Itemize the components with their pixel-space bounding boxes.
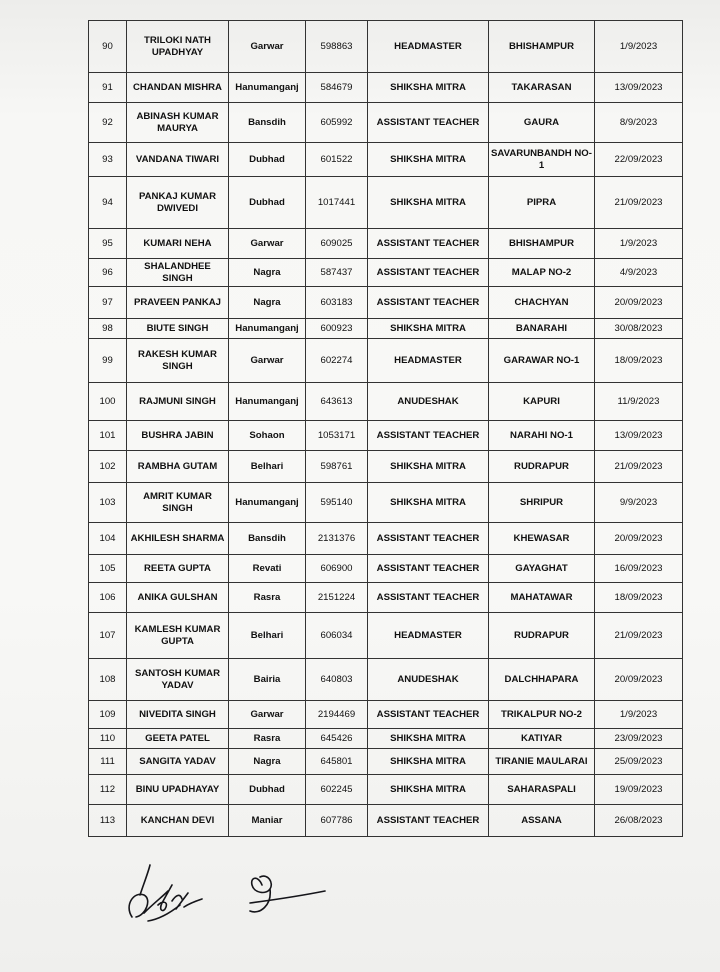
post-cell: SHIKSHA MITRA xyxy=(368,483,489,523)
school-cell: CHACHYAN xyxy=(489,287,595,319)
post-cell: HEADMASTER xyxy=(368,613,489,659)
post-cell: ASSISTANT TEACHER xyxy=(368,421,489,451)
teacher-name-cell: PANKAJ KUMAR DWIVEDI xyxy=(127,177,229,229)
block-cell: Hanumanganj xyxy=(229,383,306,421)
block-cell: Hanumanganj xyxy=(229,73,306,103)
teacher-name-cell: CHANDAN MISHRA xyxy=(127,73,229,103)
block-cell: Rasra xyxy=(229,583,306,613)
post-cell: ASSISTANT TEACHER xyxy=(368,287,489,319)
block-cell: Sohaon xyxy=(229,421,306,451)
serial-number-cell: 106 xyxy=(89,583,127,613)
employee-id-cell: 606034 xyxy=(306,613,368,659)
post-cell: ASSISTANT TEACHER xyxy=(368,805,489,837)
employee-id-cell: 598761 xyxy=(306,451,368,483)
date-cell: 9/9/2023 xyxy=(595,483,683,523)
table-row xyxy=(89,701,683,729)
date-cell: 20/09/2023 xyxy=(595,523,683,555)
table-row xyxy=(89,259,683,287)
school-cell: KHEWASAR xyxy=(489,523,595,555)
serial-number-cell: 94 xyxy=(89,177,127,229)
teacher-name-cell: GEETA PATEL xyxy=(127,729,229,749)
date-cell: 11/9/2023 xyxy=(595,383,683,421)
date-cell: 8/9/2023 xyxy=(595,103,683,143)
table-row xyxy=(89,483,683,523)
post-cell: SHIKSHA MITRA xyxy=(368,177,489,229)
school-cell: BHISHAMPUR xyxy=(489,229,595,259)
school-cell: DALCHHAPARA xyxy=(489,659,595,701)
post-cell: SHIKSHA MITRA xyxy=(368,749,489,775)
date-cell: 30/08/2023 xyxy=(595,319,683,339)
employee-id-cell: 602245 xyxy=(306,775,368,805)
date-cell: 26/08/2023 xyxy=(595,805,683,837)
block-cell: Bansdih xyxy=(229,523,306,555)
teacher-name-cell: REETA GUPTA xyxy=(127,555,229,583)
block-cell: Garwar xyxy=(229,229,306,259)
school-cell: GAURA xyxy=(489,103,595,143)
serial-number-cell: 93 xyxy=(89,143,127,177)
table-row xyxy=(89,21,683,73)
teacher-name-cell: PRAVEEN PANKAJ xyxy=(127,287,229,319)
school-cell: ASSANA xyxy=(489,805,595,837)
teacher-name-cell: KUMARI NEHA xyxy=(127,229,229,259)
school-cell: BANARAHI xyxy=(489,319,595,339)
employee-id-cell: 598863 xyxy=(306,21,368,73)
table-row xyxy=(89,143,683,177)
serial-number-cell: 90 xyxy=(89,21,127,73)
serial-number-cell: 101 xyxy=(89,421,127,451)
school-cell: KAPURI xyxy=(489,383,595,421)
employee-id-cell: 587437 xyxy=(306,259,368,287)
block-cell: Garwar xyxy=(229,21,306,73)
employee-id-cell: 609025 xyxy=(306,229,368,259)
teacher-name-cell: BINU UPADHAYAY xyxy=(127,775,229,805)
table-row xyxy=(89,523,683,555)
employee-id-cell: 595140 xyxy=(306,483,368,523)
serial-number-cell: 97 xyxy=(89,287,127,319)
teacher-name-cell: NIVEDITA SINGH xyxy=(127,701,229,729)
date-cell: 21/09/2023 xyxy=(595,451,683,483)
table-row xyxy=(89,287,683,319)
block-cell: Dubhad xyxy=(229,177,306,229)
post-cell: ASSISTANT TEACHER xyxy=(368,259,489,287)
staff-table xyxy=(88,20,683,837)
date-cell: 21/09/2023 xyxy=(595,177,683,229)
serial-number-cell: 111 xyxy=(89,749,127,775)
serial-number-cell: 92 xyxy=(89,103,127,143)
school-cell: BHISHAMPUR xyxy=(489,21,595,73)
block-cell: Nagra xyxy=(229,259,306,287)
serial-number-cell: 104 xyxy=(89,523,127,555)
teacher-name-cell: SANGITA YADAV xyxy=(127,749,229,775)
post-cell: ASSISTANT TEACHER xyxy=(368,583,489,613)
date-cell: 13/09/2023 xyxy=(595,421,683,451)
post-cell: SHIKSHA MITRA xyxy=(368,451,489,483)
teacher-name-cell: AKHILESH SHARMA xyxy=(127,523,229,555)
date-cell: 18/09/2023 xyxy=(595,339,683,383)
employee-id-cell: 605992 xyxy=(306,103,368,143)
school-cell: GARAWAR NO-1 xyxy=(489,339,595,383)
date-cell: 1/9/2023 xyxy=(595,21,683,73)
table-row xyxy=(89,383,683,421)
date-cell: 13/09/2023 xyxy=(595,73,683,103)
teacher-name-cell: RAMBHA GUTAM xyxy=(127,451,229,483)
block-cell: Dubhad xyxy=(229,775,306,805)
block-cell: Nagra xyxy=(229,287,306,319)
post-cell: ASSISTANT TEACHER xyxy=(368,555,489,583)
table-row xyxy=(89,177,683,229)
school-cell: SHRIPUR xyxy=(489,483,595,523)
post-cell: SHIKSHA MITRA xyxy=(368,143,489,177)
date-cell: 1/9/2023 xyxy=(595,229,683,259)
teacher-name-cell: RAJMUNI SINGH xyxy=(127,383,229,421)
table-row xyxy=(89,103,683,143)
employee-id-cell: 600923 xyxy=(306,319,368,339)
date-cell: 18/09/2023 xyxy=(595,583,683,613)
post-cell: SHIKSHA MITRA xyxy=(368,729,489,749)
post-cell: ANUDESHAK xyxy=(368,383,489,421)
teacher-name-cell: BUSHRA JABIN xyxy=(127,421,229,451)
school-cell: RUDRAPUR xyxy=(489,451,595,483)
table-row xyxy=(89,339,683,383)
handwritten-signatures xyxy=(110,855,350,935)
employee-id-cell: 2131376 xyxy=(306,523,368,555)
employee-id-cell: 607786 xyxy=(306,805,368,837)
serial-number-cell: 110 xyxy=(89,729,127,749)
table-row xyxy=(89,421,683,451)
block-cell: Bansdih xyxy=(229,103,306,143)
block-cell: Bairia xyxy=(229,659,306,701)
post-cell: SHIKSHA MITRA xyxy=(368,775,489,805)
post-cell: ANUDESHAK xyxy=(368,659,489,701)
post-cell: SHIKSHA MITRA xyxy=(368,73,489,103)
block-cell: Maniar xyxy=(229,805,306,837)
teacher-name-cell: KAMLESH KUMAR GUPTA xyxy=(127,613,229,659)
post-cell: SHIKSHA MITRA xyxy=(368,319,489,339)
teacher-name-cell: BIUTE SINGH xyxy=(127,319,229,339)
serial-number-cell: 96 xyxy=(89,259,127,287)
post-cell: HEADMASTER xyxy=(368,21,489,73)
employee-id-cell: 584679 xyxy=(306,73,368,103)
school-cell: KATIYAR xyxy=(489,729,595,749)
teacher-name-cell: VANDANA TIWARI xyxy=(127,143,229,177)
date-cell: 16/09/2023 xyxy=(595,555,683,583)
block-cell: Dubhad xyxy=(229,143,306,177)
serial-number-cell: 99 xyxy=(89,339,127,383)
employee-id-cell: 645801 xyxy=(306,749,368,775)
employee-id-cell: 606900 xyxy=(306,555,368,583)
table-row xyxy=(89,775,683,805)
employee-id-cell: 1017441 xyxy=(306,177,368,229)
employee-id-cell: 602274 xyxy=(306,339,368,383)
teacher-name-cell: RAKESH KUMAR SINGH xyxy=(127,339,229,383)
school-cell: NARAHI NO-1 xyxy=(489,421,595,451)
table-row xyxy=(89,319,683,339)
table-row xyxy=(89,659,683,701)
block-cell: Revati xyxy=(229,555,306,583)
date-cell: 4/9/2023 xyxy=(595,259,683,287)
serial-number-cell: 112 xyxy=(89,775,127,805)
post-cell: ASSISTANT TEACHER xyxy=(368,523,489,555)
teacher-name-cell: AMRIT KUMAR SINGH xyxy=(127,483,229,523)
table-row xyxy=(89,555,683,583)
employee-id-cell: 643613 xyxy=(306,383,368,421)
table-row xyxy=(89,613,683,659)
table-row xyxy=(89,73,683,103)
date-cell: 19/09/2023 xyxy=(595,775,683,805)
teacher-name-cell: SANTOSH KUMAR YADAV xyxy=(127,659,229,701)
block-cell: Garwar xyxy=(229,701,306,729)
teacher-name-cell: ANIKA GULSHAN xyxy=(127,583,229,613)
school-cell: SAHARASPALI xyxy=(489,775,595,805)
block-cell: Hanumanganj xyxy=(229,319,306,339)
serial-number-cell: 103 xyxy=(89,483,127,523)
teacher-name-cell: ABINASH KUMAR MAURYA xyxy=(127,103,229,143)
serial-number-cell: 109 xyxy=(89,701,127,729)
post-cell: HEADMASTER xyxy=(368,339,489,383)
teacher-name-cell: TRILOKI NATH UPADHYAY xyxy=(127,21,229,73)
school-cell: PIPRA xyxy=(489,177,595,229)
table-row xyxy=(89,229,683,259)
teacher-name-cell: KANCHAN DEVI xyxy=(127,805,229,837)
employee-id-cell: 2151224 xyxy=(306,583,368,613)
date-cell: 22/09/2023 xyxy=(595,143,683,177)
date-cell: 1/9/2023 xyxy=(595,701,683,729)
table-row xyxy=(89,729,683,749)
serial-number-cell: 98 xyxy=(89,319,127,339)
teacher-name-cell: SHALANDHEE SINGH xyxy=(127,259,229,287)
block-cell: Belhari xyxy=(229,451,306,483)
school-cell: RUDRAPUR xyxy=(489,613,595,659)
serial-number-cell: 105 xyxy=(89,555,127,583)
employee-id-cell: 1053171 xyxy=(306,421,368,451)
post-cell: ASSISTANT TEACHER xyxy=(368,701,489,729)
school-cell: TIRANIE MAULARAI xyxy=(489,749,595,775)
post-cell: ASSISTANT TEACHER xyxy=(368,229,489,259)
block-cell: Belhari xyxy=(229,613,306,659)
date-cell: 20/09/2023 xyxy=(595,287,683,319)
date-cell: 23/09/2023 xyxy=(595,729,683,749)
employee-id-cell: 645426 xyxy=(306,729,368,749)
school-cell: SAVARUNBANDH NO-1 xyxy=(489,143,595,177)
serial-number-cell: 108 xyxy=(89,659,127,701)
post-cell: ASSISTANT TEACHER xyxy=(368,103,489,143)
block-cell: Nagra xyxy=(229,749,306,775)
serial-number-cell: 91 xyxy=(89,73,127,103)
date-cell: 25/09/2023 xyxy=(595,749,683,775)
table-row xyxy=(89,583,683,613)
table-row xyxy=(89,749,683,775)
employee-id-cell: 640803 xyxy=(306,659,368,701)
date-cell: 20/09/2023 xyxy=(595,659,683,701)
employee-id-cell: 601522 xyxy=(306,143,368,177)
school-cell: GAYAGHAT xyxy=(489,555,595,583)
serial-number-cell: 100 xyxy=(89,383,127,421)
school-cell: MAHATAWAR xyxy=(489,583,595,613)
school-cell: MALAP NO-2 xyxy=(489,259,595,287)
block-cell: Hanumanganj xyxy=(229,483,306,523)
table-row xyxy=(89,451,683,483)
serial-number-cell: 113 xyxy=(89,805,127,837)
school-cell: TAKARASAN xyxy=(489,73,595,103)
block-cell: Garwar xyxy=(229,339,306,383)
block-cell: Rasra xyxy=(229,729,306,749)
school-cell: TRIKALPUR NO-2 xyxy=(489,701,595,729)
employee-id-cell: 603183 xyxy=(306,287,368,319)
serial-number-cell: 95 xyxy=(89,229,127,259)
employee-id-cell: 2194469 xyxy=(306,701,368,729)
table-row xyxy=(89,805,683,837)
serial-number-cell: 102 xyxy=(89,451,127,483)
serial-number-cell: 107 xyxy=(89,613,127,659)
date-cell: 21/09/2023 xyxy=(595,613,683,659)
